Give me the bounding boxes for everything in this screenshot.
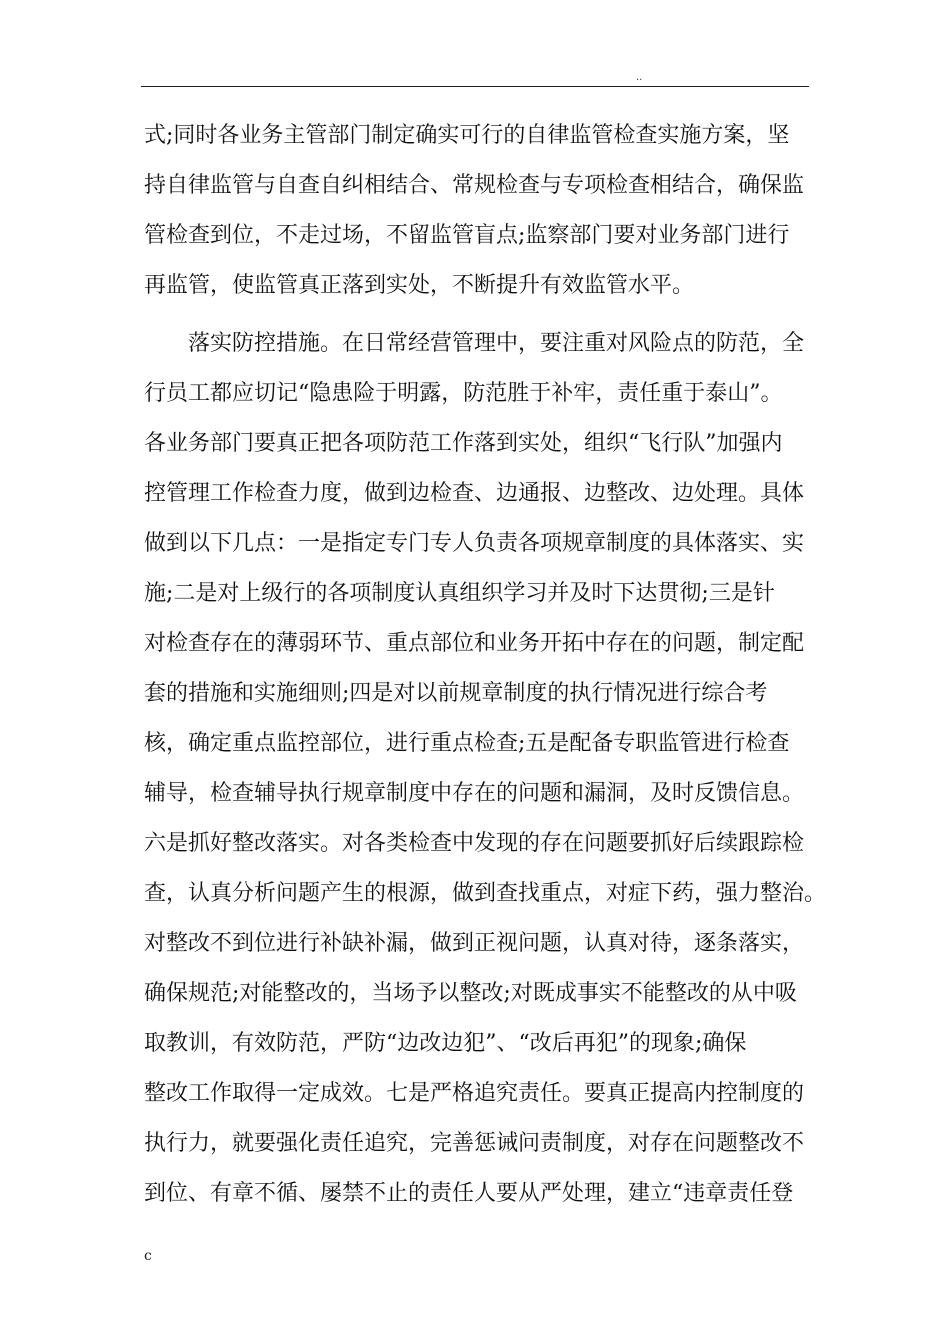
body-line: 套的措施和实施细则;四是对以前规章制度的执行情况进行综合考 (144, 681, 768, 706)
body-line: 整改工作取得一定成效。七是严格追究责任。要真正提高内控制度的 (144, 1081, 805, 1106)
header-mark: .. (636, 72, 643, 83)
body-line: 对整改不到位进行补缺补漏，做到正视问题，认真对待，逐条落实， (144, 931, 805, 956)
body-line: 辅导，检查辅导执行规章制度中存在的问题和漏洞，及时反馈信息。 (144, 781, 805, 806)
body-line: 持自律监管与自查自纠相结合、常规检查与专项检查相结合，确保监 (144, 173, 805, 198)
body-line: 六是抓好整改落实。对各类检查中发现的存在问题要抓好后续跟踪检 (144, 831, 805, 856)
body-line: 控管理工作检查力度，做到边检查、边通报、边整改、边处理。具体 (144, 481, 805, 506)
body-line: 管检查到位，不走过场，不留监管盲点;监察部门要对业务部门进行 (144, 223, 790, 248)
body-line: 核，确定重点监控部位，进行重点检查;五是配备专职监管进行检查 (144, 731, 790, 756)
body-line: 各业务部门要真正把各项防范工作落到实处，组织“飞行队”加强内 (144, 431, 783, 456)
body-line: 做到以下几点：一是指定专门专人负责各项规章制度的具体落实、实 (144, 531, 805, 556)
footer-mark: c (144, 1248, 152, 1264)
body-line: 到位、有章不循、屡禁不止的责任人要从严处理，建立“违章责任登 (144, 1181, 794, 1206)
body-line: 施;二是对上级行的各项制度认真组织学习并及时下达贯彻;三是针 (144, 581, 775, 606)
header-rule (141, 86, 809, 87)
body-line: 式;同时各业务主管部门制定确实可行的自律监管检查实施方案，坚 (144, 123, 790, 148)
body-line: 执行力，就要强化责任追究，完善惩诫问责制度，对存在问题整改不 (144, 1131, 805, 1156)
body-line: 行员工都应切记“隐患险于明露，防范胜于补牢，责任重于泰山”。 (144, 381, 783, 406)
body-line: 再监管，使监管真正落到实处，不断提升有效监管水平。 (144, 273, 695, 298)
paragraph-first-line: 落实防控措施。在日常经营管理中，要注重对风险点的防范，全 (188, 331, 805, 356)
body-line: 取教训，有效防范，严防“边改边犯”、“改后再犯”的现象;确保 (144, 1031, 747, 1056)
body-line: 对检查存在的薄弱环节、重点部位和业务开拓中存在的问题，制定配 (144, 631, 805, 656)
body-line: 查，认真分析问题产生的根源，做到查找重点，对症下药，强力整治。 (144, 881, 827, 906)
body-line: 确保规范;对能整改的，当场予以整改;对既成事实不能整改的从中吸 (144, 981, 797, 1006)
